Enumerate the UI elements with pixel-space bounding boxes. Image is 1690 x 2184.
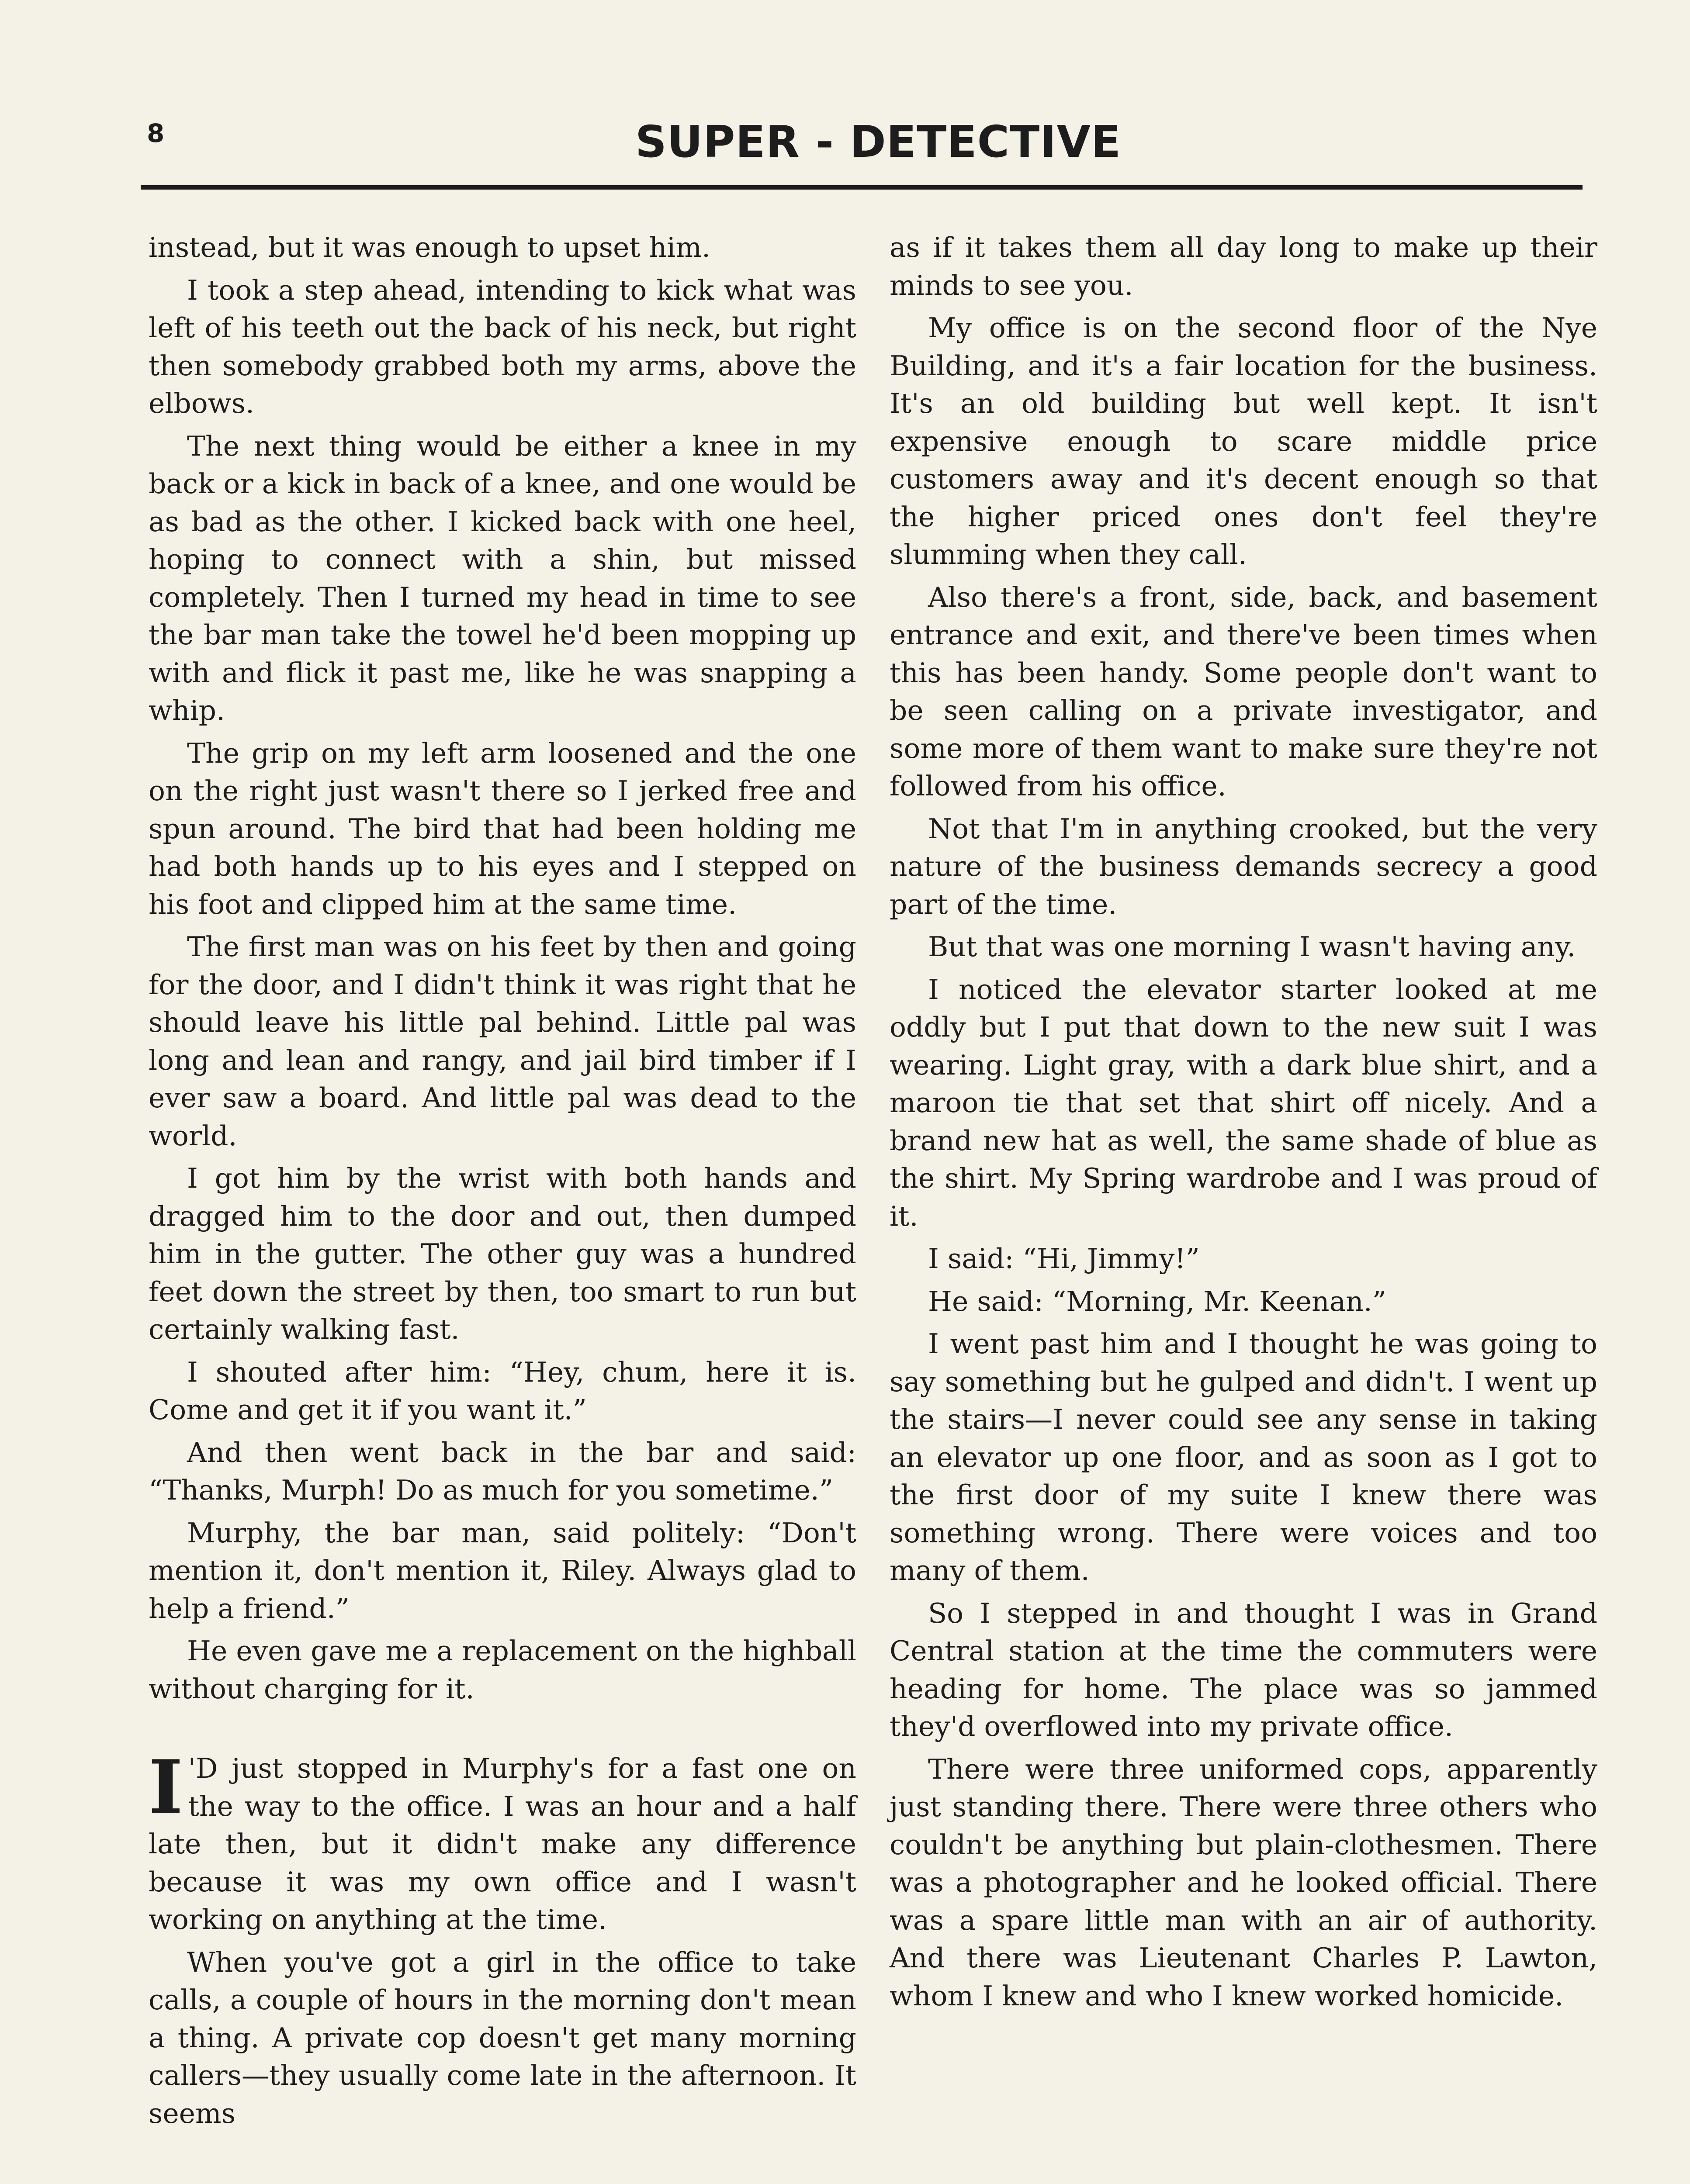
paragraph: I noticed the elevator starter looked at me oddly but I put that down to the new suit I was wearing. Light gray, with a dark blue shirt, and a maroon tie that set that shirt off nicely. And a brand new hat as well, the same shade of blue as the shirt. My Spring wardrobe and I was proud of it. — [890, 973, 1597, 1232]
paragraph: I got him by the wrist with both hands and dragged him to the door and out, then dumped him in the gutter. The other guy was a hundred feet down the street by then, too smart to run but certainly walking fast. — [149, 1162, 856, 1345]
paragraph: as if it takes them all day long to make up their minds to see you. — [890, 232, 1597, 301]
paragraph: My office is on the second floor of the Nye Building, and it's a fair location for the business. It's an old building but well kept. It isn't expensive enough to scare middle price customers away and it's decent enough so that the higher priced ones don't feel they're slumming when they call. — [890, 312, 1597, 570]
paragraph: When you've got a girl in the office to take calls, a couple of hours in the morning don't mean a thing. A private cop doesn't get many morning callers—they usually come late in the afternoon. It seems — [149, 1946, 856, 2129]
drop-cap: I — [149, 1744, 183, 1830]
paragraph: There were three uniformed cops, apparently just standing there. There were three others who couldn't be anything but plain-clothesmen. There was a photographer and he looked official. There was a spare little man with an air of authority. And there was Lieutenant Charles P. Lawton, whom I knew and who I knew worked homicide. — [890, 1753, 1597, 2012]
paragraph: I went past him and I thought he was going to say something but he gulped and didn't. I went up the stairs—I never could see any sense in taking an elevator up one floor, and as soon as I got to the first door of my suite I knew there was something wrong. There were voices and too many of them. — [890, 1328, 1597, 1586]
paragraph: instead, but it was enough to upset him. — [149, 232, 711, 263]
paragraph: He said: “Morning, Mr. Keenan.” — [928, 1285, 1386, 1317]
right-column — [890, 229, 1597, 2015]
paragraph: I took a step ahead, intending to kick what was left of his teeth out the back of his neck, but right then somebody grabbed both my arms, above the elbows. — [149, 274, 856, 419]
running-title: SUPER - DETECTIVE — [635, 116, 1122, 167]
paragraph: And then went back in the bar and said: “Thanks, Murph! Do as much for you sometime.” — [149, 1436, 856, 1506]
header-rule — [141, 185, 1583, 190]
paragraph: Not that I'm in anything crooked, but the very nature of the business demands secrecy a good part of the time. — [890, 812, 1597, 920]
left-column — [149, 229, 856, 2132]
paragraph: So I stepped in and thought I was in Grand Central station at the time the commuters were heading for home. The place was so jammed they'd overflowed into my private office. — [890, 1597, 1597, 1742]
paragraph: Also there's a front, side, back, and basement entrance and exit, and there've been times when this has been handy. Some people don't want to be seen calling on a private investigator, and some more of them want to make sure they're not followed from his office. — [890, 581, 1597, 802]
paragraph: He even gave me a replacement on the highball without charging for it. — [149, 1635, 856, 1705]
paragraph: I shouted after him: “Hey, chum, here it is. Come and get it if you want it.” — [149, 1356, 856, 1426]
section-opening-text: 'D just stopped in Murphy's for a fast one on the way to the office. I was an hour and a half late then, but it didn't make any difference because it was my own office and I wasn't working on anything at the time. — [149, 1752, 856, 1935]
page-number: 8 — [147, 118, 165, 148]
paragraph: The next thing would be either a knee in my back or a kick in back of a knee, and one would be as bad as the other. I kicked back with one heel, hoping to connect with a shin, but missed completely. Then I turned my head in time to see the bar man take the towel he'd been mopping up with and flick it past me, like he was snapping a whip. — [149, 430, 856, 726]
section-opening-paragraph — [149, 1744, 856, 1939]
paragraph: The first man was on his feet by then and going for the door, and I didn't think it was right that he should leave his little pal behind. Little pal was long and lean and rangy, and jail bird timber if I ever saw a board. And little pal was dead to the world. — [149, 931, 856, 1152]
paragraph: I said: “Hi, Jimmy!” — [928, 1243, 1200, 1275]
section-break — [149, 1708, 856, 1750]
paragraph: But that was one morning I wasn't having any. — [928, 931, 1576, 963]
paragraph: The grip on my left arm loosened and the one on the right just wasn't there so I jerked free and spun around. The bird that had been holding me had both hands up to his eyes and I stepped on his foot and clipped him at the same time. — [149, 737, 856, 920]
paragraph: Murphy, the bar man, said politely: “Don't mention it, don't mention it, Riley. Always glad to help a friend.” — [149, 1517, 856, 1624]
